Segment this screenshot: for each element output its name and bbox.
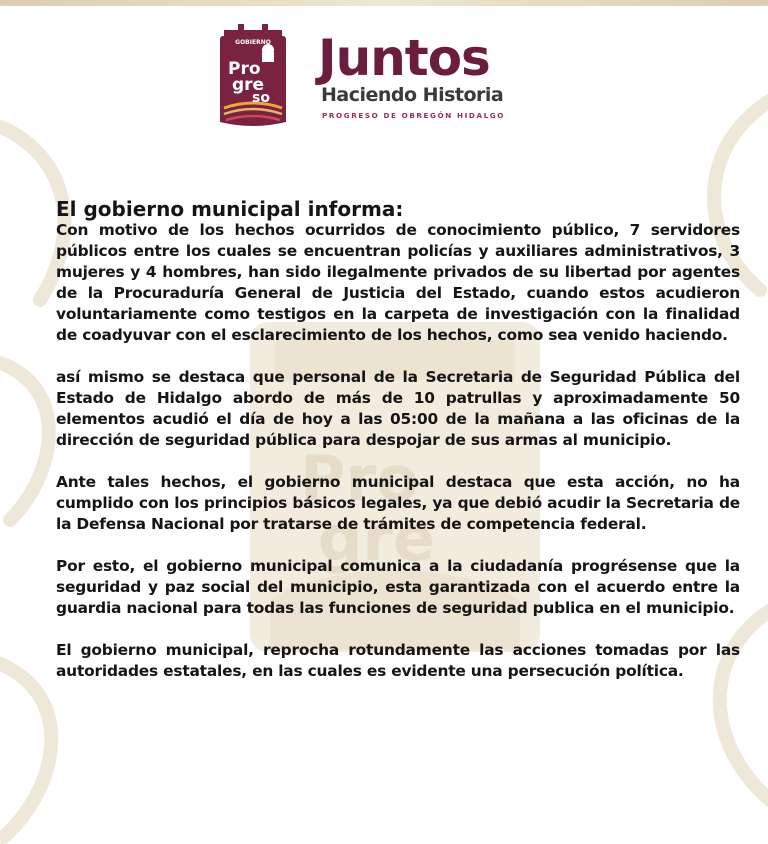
statement-heading: El gobierno municipal informa: bbox=[56, 197, 404, 221]
juntos-logo bbox=[318, 29, 528, 128]
svg-text:Pro: Pro bbox=[300, 442, 419, 515]
svg-text:gre: gre bbox=[318, 502, 436, 575]
crest-top-text: GOBIERNO bbox=[235, 39, 271, 46]
statement-paragraph: El gobierno municipal, reprocha rotundamente las acciones tomadas por las autoridades estatales, en las cuales es evidente una persecución política. bbox=[56, 641, 740, 680]
crest-name-line1: Pro bbox=[228, 59, 261, 79]
brand-place: PROGRESO DE OBREGÓN HIDALGO bbox=[322, 111, 505, 120]
statement-paragraph: Con motivo de los hechos ocurridos de conocimiento público, 7 servidores públicos entre los cuales se encuentran policías y auxiliares administrativos, 3 mujeres y 4 hombres, han sido ilegalmente privados de su libertad por agentes de la Procuraduría General de Justicia del Estado, cuando estos acudieron voluntariamente como testigos en la carpeta de investigación con la finalidad de coadyuvar con el esclarecimiento de los hechos, como sea venido haciendo. bbox=[56, 221, 740, 344]
brand-subtitle: Haciendo Historia bbox=[321, 84, 504, 106]
statement-paragraph: Por esto, el gobierno municipal comunica a la ciudadanía progrésense que la seguridad y paz social del municipio, esta garantizada con el acuerdo entre la guardia nacional para todas las funciones de seguridad publica en el municipio. bbox=[56, 557, 740, 617]
brand-title: Juntos bbox=[318, 29, 490, 87]
crest-name-line3: so bbox=[252, 90, 270, 106]
municipal-logo bbox=[218, 22, 288, 128]
statement bbox=[56, 198, 740, 682]
statement-paragraph: así mismo se destaca que personal de la Secretaria de Seguridad Pública del Estado de Hidalgo abordo de más de 10 patrullas y aproximadamente 50 elementos acudió el día de hoy a las 05:00 de la mañana a las oficinas de la dirección de seguridad pública para despojar de sus armas al municipio. bbox=[56, 368, 740, 449]
statement-paragraph: Ante tales hechos, el gobierno municipal destaca que esta acción, no ha cumplido con los principios básicos legales, ya que debió acudir la Secretaria de la Defensa Nacional por tratarse de trámites de competencia federal. bbox=[56, 473, 740, 533]
crest-name-line2: gre bbox=[232, 75, 265, 95]
